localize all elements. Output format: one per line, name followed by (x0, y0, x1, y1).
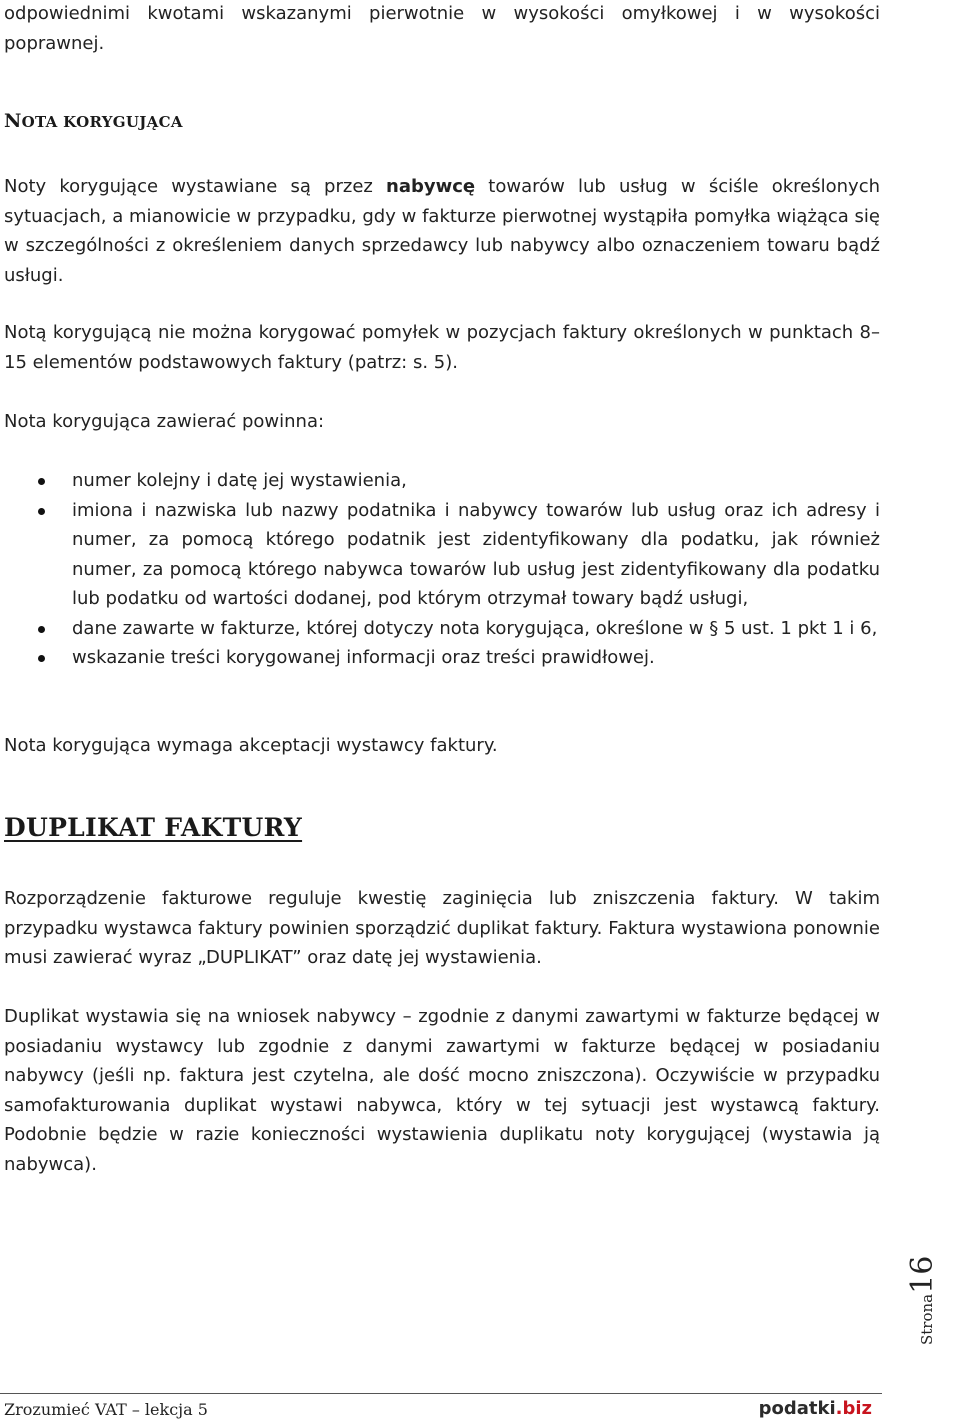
footer-divider (0, 1393, 882, 1394)
section-heading-duplikat: DUPLIKAT FAKTURY (4, 813, 303, 842)
page-number-side (905, 1256, 940, 1345)
duplikat-details-paragraph: Duplikat wystawia się na wniosek nabywcy – zgodnie z danymi zawartymi w fakturze będącej w posiadaniu wystawcy lub zgodnie z danymi zawartymi w fakturze będącej w posiadaniu nabywcy (jeśli np. faktura jest czytelna, ale dość mocno zniszczona). Oczywiście w przypadku samofakturowania duplikat wystawi nabywca, który w tej sytuacji jest wystawcą faktury. Podobnie będzie w razie konieczności wystawienia duplikatu noty korygującej (wystawia ją nabywca). (4, 1006, 880, 1175)
list-item-text: wskazanie treści korygowanej informacji oraz treści prawidłowej. (72, 647, 655, 668)
brand-logo (759, 1398, 872, 1419)
bullet-icon (38, 626, 45, 633)
list-item (0, 496, 880, 614)
nota-contents-list (0, 466, 880, 673)
nota-intro-paragraph (4, 172, 880, 290)
list-item (0, 614, 880, 644)
list-item-text: dane zawarte w fakturze, której dotyczy nota korygująca, określone w § 5 ust. 1 pkt 1 i 6, (72, 617, 878, 639)
brand-tld: .biz (835, 1398, 872, 1419)
list-item (0, 643, 880, 673)
footer-lesson-title: Zrozumieć VAT – lekcja 5 (4, 1400, 208, 1419)
list-item-text: numer kolejny i datę jej wystawienia, (72, 470, 407, 491)
bullet-icon (38, 478, 45, 485)
nota-contents-lead: Nota korygująca zawierać powinna: (4, 411, 325, 432)
p1-before: Noty korygujące wystawiane są przez (4, 176, 387, 197)
p1-after: towarów lub usług w ściśle określonych sytuacjach, a mianowicie w przypadku, gdy w fakturze pierwotnej wystąpiła pomyłka wiążąca się w szczególności z określeniem danych sprzedawcy lub nabywcy albo oznaczeniem towaru bądź usługi. (4, 176, 880, 286)
section-heading-nota (4, 110, 183, 132)
heading-initial: N (4, 110, 22, 132)
page-number: 16 (905, 1255, 940, 1294)
intro-paragraph: odpowiednimi kwotami wskazanymi pierwotnie w wysokości omyłkowej i w wysokości poprawnej. (4, 3, 880, 54)
list-item-text: imiona i nazwiska lub nazwy podatnika i nabywcy towarów lub usług oraz ich adresy i numer, za pomocą którego podatnik jest zidentyfikowany dla podatku, jak również numer, za pomocą którego nabywca towarów lub usług jest zidentyfikowany dla podatku lub podatku od wartości dodanej, pod którym otrzymał towary bądź usługi, (72, 499, 880, 609)
nota-acceptance-paragraph: Nota korygująca wymaga akceptacji wystawcy faktury. (4, 735, 498, 756)
nota-restriction-paragraph: Notą korygującą nie można korygować pomyłek w pozycjach faktury określonych w punktach 8–15 elementów podstawowych faktury (patrz: s. 5). (4, 322, 880, 373)
list-item (0, 466, 880, 496)
brand-main: podatki (758, 1398, 836, 1419)
p1-bold-term: nabywcę (386, 176, 476, 197)
bullet-icon (38, 508, 45, 515)
duplikat-intro-paragraph: Rozporządzenie fakturowe reguluje kwestię zaginięcia lub zniszczenia faktury. W takim przypadku wystawca faktury powinien sporządzić duplikat faktury. Faktura wystawiona ponownie musi zawierać wyraz „DUPLIKAT” oraz datę jej wystawienia. (4, 888, 880, 968)
bullet-icon (38, 655, 45, 662)
heading-rest: OTA KORYGUJĄCA (21, 113, 183, 131)
page-label: Strona (918, 1293, 936, 1345)
